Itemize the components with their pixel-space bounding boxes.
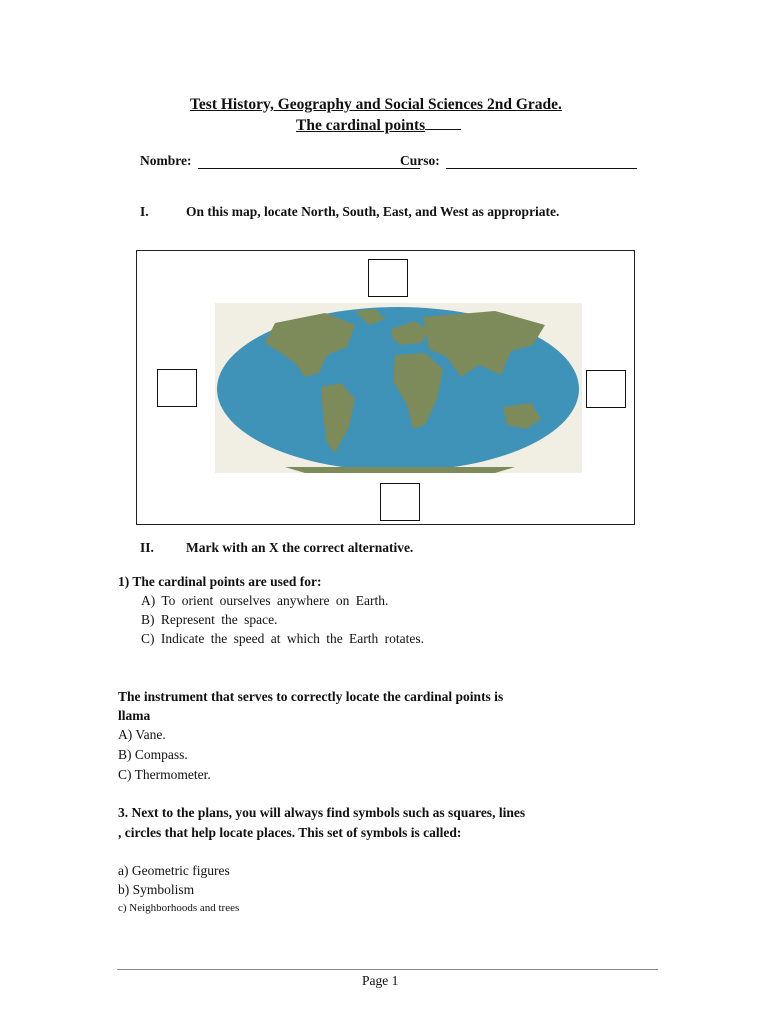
question-3-option-b[interactable]: b) Symbolism <box>118 882 195 897</box>
title-underline-tail <box>425 117 461 130</box>
section-2-heading <box>140 540 413 556</box>
name-field[interactable] <box>198 168 420 169</box>
student-info-row <box>140 153 637 171</box>
question-2-text-line-1: The instrument that serves to correctly locate the cardinal points is <box>118 689 504 704</box>
footer-divider <box>117 969 658 970</box>
page-number: Page 1 <box>362 973 399 988</box>
answer-box-east[interactable] <box>586 370 626 408</box>
course-label: Curso: <box>400 153 440 168</box>
title-line-2 <box>296 117 461 135</box>
world-map-drawing <box>215 303 582 473</box>
question-1-text: 1) The cardinal points are used for: <box>118 574 322 589</box>
answer-box-west[interactable] <box>157 369 197 407</box>
question-3-text-line-1: 3. Next to the plans, you will always find symbols such as squares, lines <box>118 805 526 820</box>
question-1-option-b[interactable]: B) Represent the space. <box>141 612 278 627</box>
question-2-option-a[interactable]: A) Vane. <box>118 727 166 742</box>
section-2-number: II. <box>140 540 154 555</box>
section-2-instruction: Mark with an X the correct alternative. <box>186 540 414 555</box>
title-line-1: Test History, Geography and Social Sciences 2nd Grade. <box>190 96 562 113</box>
question-3-option-a[interactable]: a) Geometric figures <box>118 863 230 878</box>
question-1-option-a[interactable]: A) To orient ourselves anywhere on Earth. <box>141 593 389 608</box>
question-2-option-b[interactable]: B) Compass. <box>118 747 188 762</box>
map-exercise-frame <box>136 250 635 525</box>
answer-box-south[interactable] <box>380 483 420 521</box>
question-3-text-line-2: , circles that help locate places. This set of symbols is called: <box>118 825 462 840</box>
antarctica-shape <box>285 467 515 473</box>
question-1-option-c[interactable]: C) Indicate the speed at which the Earth rotates. <box>141 631 425 646</box>
question-3-option-c[interactable]: c) Neighborhoods and trees <box>118 902 240 914</box>
title-text: The cardinal points <box>296 117 426 134</box>
section-1-number: I. <box>140 204 149 219</box>
world-map-image <box>215 303 582 473</box>
course-field[interactable] <box>446 168 637 169</box>
name-label: Nombre: <box>140 153 192 168</box>
question-2-text-line-2: llama <box>118 708 151 723</box>
question-2-option-c[interactable]: C) Thermometer. <box>118 767 211 782</box>
section-1-instruction: On this map, locate North, South, East, and West as appropriate. <box>186 204 560 219</box>
section-1-heading <box>140 204 559 220</box>
answer-box-north[interactable] <box>368 259 408 297</box>
